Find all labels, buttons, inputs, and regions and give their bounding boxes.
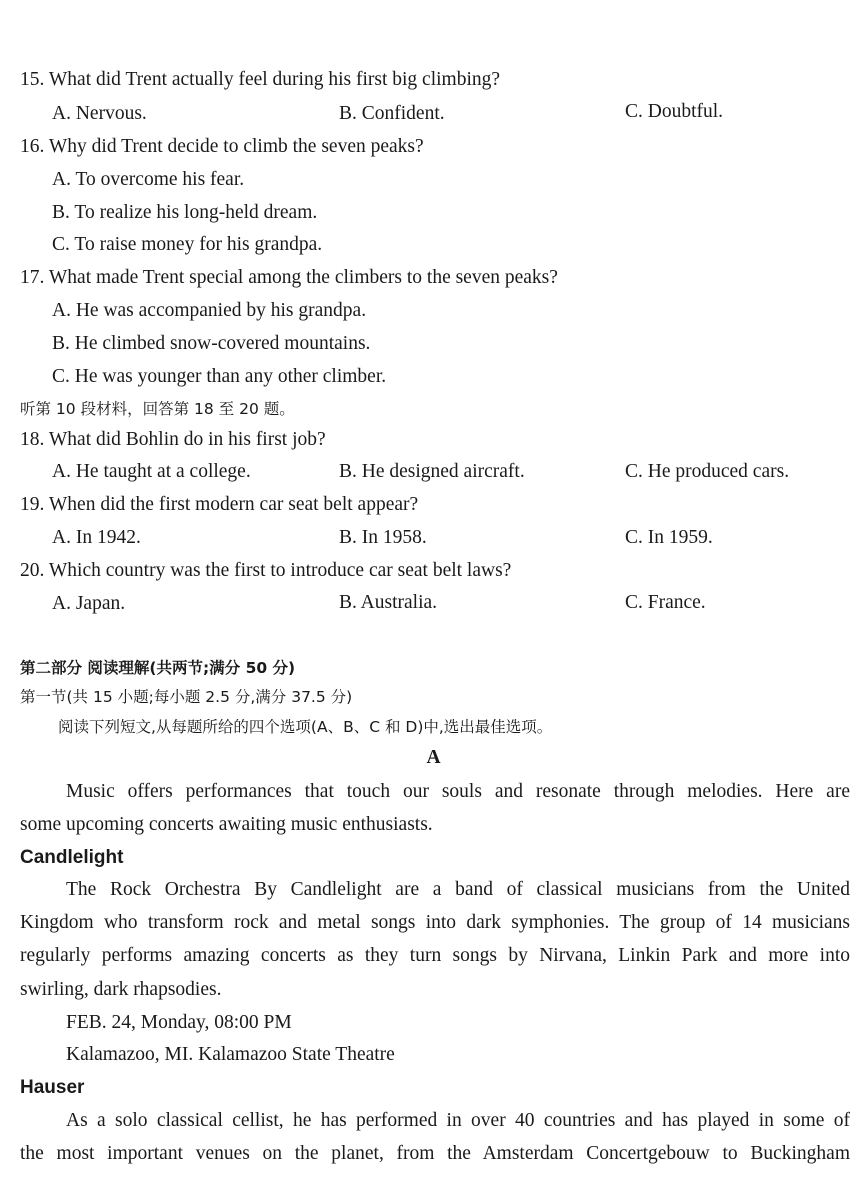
q18-option-a: A. He taught at a college. — [52, 461, 251, 482]
q19-option-c: C. In 1959. — [625, 527, 713, 548]
candlelight-line-2: Kingdom who transform rock and metal songs into dark symphonies. The group of 14 musicians — [20, 912, 850, 933]
q19-option-b: B. In 1958. — [339, 527, 427, 548]
q19-option-a: A. In 1942. — [52, 527, 141, 548]
q18-option-c: C. He produced cars. — [625, 461, 790, 482]
q17-option-a: A. He was accompanied by his grandpa. — [52, 300, 367, 321]
part-two-heading: 第二部分 阅读理解(共两节;满分 50 分) — [20, 659, 296, 677]
question-20: 20. Which country was the first to introduce car seat belt laws? — [20, 560, 512, 581]
hauser-line-1: As a solo classical cellist, he has performed in over 40 countries and has played in some of — [66, 1110, 850, 1131]
q15-option-a: A. Nervous. — [52, 103, 147, 124]
q20-option-b: B. Australia. — [339, 592, 438, 613]
candlelight-heading: Candlelight — [20, 847, 124, 868]
listening-instruction: 听第 10 段材料，回答第 18 至 20 题。 — [20, 400, 295, 418]
q15-option-c: C. Doubtful. — [625, 101, 724, 122]
q16-option-b: B. To realize his long-held dream. — [52, 202, 318, 223]
question-16: 16. Why did Trent decide to climb the seven peaks? — [20, 136, 424, 157]
q17-option-b: B. He climbed snow-covered mountains. — [52, 333, 371, 354]
section-one-heading: 第一节(共 15 小题;每小题 2.5 分,满分 37.5 分) — [20, 688, 353, 706]
intro-line-1: Music offers performances that touch our souls and resonate through melodies. Here are — [66, 781, 850, 802]
candlelight-venue: Kalamazoo, MI. Kalamazoo State Theatre — [66, 1044, 395, 1065]
candlelight-date: FEB. 24, Monday, 08:00 PM — [66, 1012, 292, 1033]
question-18: 18. What did Bohlin do in his first job? — [20, 429, 326, 450]
candlelight-line-4: swirling, dark rhapsodies. — [20, 979, 222, 1000]
candlelight-line-1: The Rock Orchestra By Candlelight are a band of classical musicians from the United — [66, 879, 850, 900]
q17-option-c: C. He was younger than any other climber. — [52, 366, 387, 387]
q16-option-a: A. To overcome his fear. — [52, 169, 245, 190]
hauser-line-2: the most important venues on the planet, from the Amsterdam Concertgebouw to Buckingham — [20, 1143, 850, 1164]
q16-option-c: C. To raise money for his grandpa. — [52, 234, 323, 255]
q20-option-c: C. France. — [625, 592, 706, 613]
question-15: 15. What did Trent actually feel during his first big climbing? — [20, 69, 501, 90]
question-19: 19. When did the first modern car seat belt appear? — [20, 494, 419, 515]
intro-line-2: some upcoming concerts awaiting music enthusiasts. — [20, 814, 433, 835]
hauser-heading: Hauser — [20, 1077, 85, 1098]
q15-option-b: B. Confident. — [339, 103, 445, 124]
reading-directions: 阅读下列短文,从每题所给的四个选项(A、B、C 和 D)中,选出最佳选项。 — [58, 718, 553, 736]
passage-label: A — [426, 747, 441, 768]
question-17: 17. What made Trent special among the climbers to the seven peaks? — [20, 267, 558, 288]
candlelight-line-3: regularly performs amazing concerts as they turn songs by Nirvana, Linkin Park and more into — [20, 945, 850, 966]
q20-option-a: A. Japan. — [52, 593, 126, 614]
q18-option-b: B. He designed aircraft. — [339, 461, 525, 482]
